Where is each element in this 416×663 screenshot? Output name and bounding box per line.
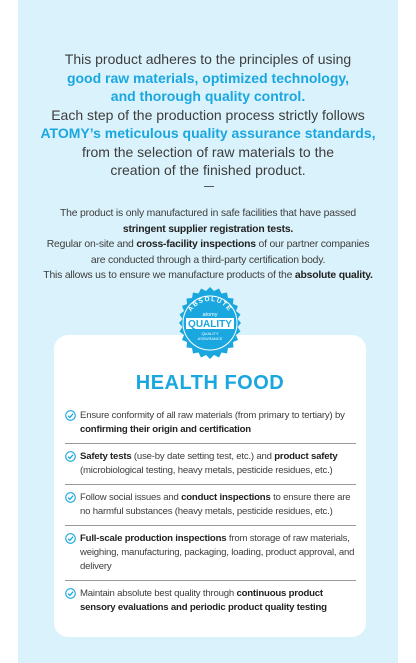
check-circle-icon [65,410,76,421]
detail-bold: stringent supplier registration tests. [122,223,294,235]
seal-sub: QUALITY [201,331,219,336]
list-item [65,532,356,581]
item-bold: continuous product sensory evaluations and periodic product quality testing [80,588,327,613]
check-circle-icon [65,451,76,462]
item-bold: Safety tests [80,451,132,462]
item-text: (microbiological testing, heavy metals, pesticide residues, etc.) [80,465,333,476]
item-text: from storage of raw materials, weighing, manufacturing, packaging, loading, product approval, and delivery [80,533,355,572]
detail-line [18,268,398,284]
detail-line: are conducted through a third-party certification body. [90,254,326,266]
quality-list [65,409,356,627]
check-circle-icon [65,533,76,544]
intro-highlight: ATOMY’s meticulous quality assurance standards, [40,125,376,141]
list-item [65,409,356,444]
seal-brand: atomy [202,312,218,318]
seal-word: QUALITY [188,319,232,330]
detail-span: This allows us to ensure we manufacture products of the [43,270,295,281]
intro-highlight: good raw materials, optimized technology, [66,69,350,86]
detail-text [18,206,398,284]
intro-line: from the selection of raw materials to the [81,143,335,160]
item-text: to ensure there are no harmful substances (heavy metals, pesticide residues, etc.) [80,492,351,517]
list-item [65,491,356,526]
item-text: Maintain absolute best quality through [80,588,237,599]
item-text: Ensure conformity of all raw materials (from primary to tertiary) by [80,410,345,421]
intro-highlight: and thorough quality control. [110,88,306,104]
item-text: (use-by date setting test, etc.) and [131,451,275,462]
check-circle-icon [65,588,76,599]
intro-line: This product adheres to the principles of using [64,51,352,67]
detail-line [18,237,398,253]
detail-line: The product is only manufactured in safe facilities that have passed [60,208,356,219]
detail-bold: cross-facility inspections [136,239,256,250]
quality-seal-icon [173,286,247,360]
seal-ring-text: ABSOLUTE [186,295,234,313]
check-circle-icon [65,492,76,503]
card-title: HEALTH FOOD [135,372,285,394]
item-bold: Full-scale production inspections [80,533,227,544]
intro-text [18,50,398,180]
item-bold: product safety [274,451,338,462]
detail-line [18,222,398,238]
item-text: Follow social issues and [80,492,182,503]
detail-span: of our partner companies [255,239,370,250]
item-bold: conduct inspections [181,492,271,503]
list-item [65,450,356,485]
intro-line: creation of the finished product. [110,162,306,178]
seal-sub: ASSURANCE [197,336,223,341]
intro-line: Each step of the production process strictly follows [51,106,365,123]
item-bold: confirming their origin and certification [80,424,251,435]
divider-dash [204,186,214,187]
list-item [65,587,356,621]
detail-bold: absolute quality. [294,270,373,281]
detail-span: Regular on-site and [46,239,137,250]
